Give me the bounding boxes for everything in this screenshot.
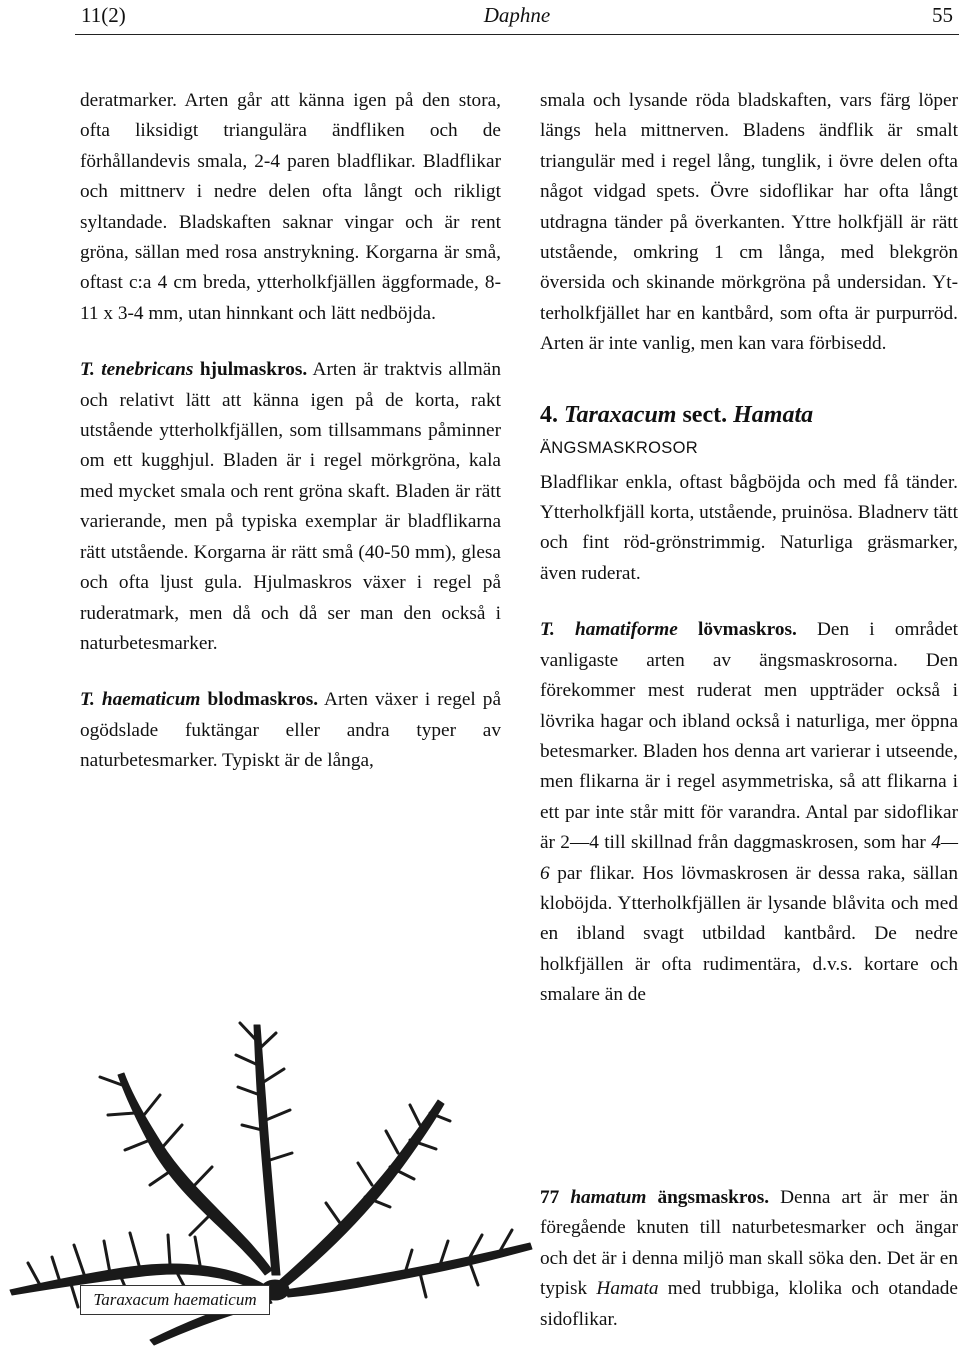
leaf-tooth	[130, 1233, 140, 1269]
leaf-tooth	[358, 1163, 372, 1185]
leaf-right-rising	[280, 1100, 444, 1287]
leaf-tooth	[270, 1153, 292, 1160]
paragraph-leaf-description: deratmarker. Arten går att känna igen på den stora, ofta liksidigt triangulära ändfliken och de förhållandevis smala, 2-4 paren bladflikar. Bladflikar och mittnerv i nedre delen ofta långt och rikligt syltandade. Bladskaften saknar vingar och är rent gröna, sällan med rosa anstrykning. Korgarna är små, oftast c:a 4 cm breda, ytterholkfjällen äggformade, 8-11 x 3-4 mm, utan hinnkant och lätt nedböjda.	[80, 90, 501, 324]
section-genus: Taraxacum	[564, 401, 677, 428]
species-heading-hamatiforme	[540, 619, 797, 640]
figure-caption: Taraxacum haematicum	[80, 1285, 270, 1315]
leaf-tooth	[140, 1095, 160, 1120]
paragraph-hamatiforme	[540, 615, 958, 1010]
page-number: 55	[932, 3, 953, 27]
leaf-tooth	[108, 1113, 135, 1115]
leaf-tooth	[74, 1245, 85, 1277]
section-sect: sect.	[682, 401, 728, 428]
leaf-tooth	[410, 1105, 420, 1125]
paragraph-hamatum	[540, 1183, 958, 1335]
leaf-tooth	[190, 1215, 210, 1235]
species-heading-tenebricans	[80, 359, 307, 380]
species-text-b: par flikar. Hos lövmaskrosen är dessa raka, sällan kloböjda. Ytterholkfjällen är lysande blåvita och med en ibland svagt utbildad kantbård. De nedre holkfjällen är ofta rudimentära, d.v.s. kortare och smalare än de	[540, 862, 958, 1006]
section-heading	[540, 400, 958, 430]
species-name: haematicum	[101, 689, 201, 711]
common-name: lövmaskros.	[698, 619, 797, 641]
italic-section-name: Hamata	[596, 1278, 659, 1300]
paragraph-haematicum	[80, 685, 501, 776]
species-number: 77	[540, 1187, 560, 1208]
species-text-a: Denna art är mer än föregående knuten till naturbetesmarker och ängar och det är i denna miljö man skall söka den. Det är en typisk	[540, 1187, 958, 1300]
leaf-tooth	[470, 1263, 478, 1285]
lobe-range: 4—6	[540, 832, 958, 884]
common-name: hjulmaskros.	[199, 359, 308, 381]
journal-title: Daphne	[483, 3, 551, 27]
left-column	[80, 86, 501, 777]
section-name: Hamata	[733, 401, 814, 428]
common-name: ängsmaskros.	[657, 1187, 770, 1208]
species-name: hamatiforme	[575, 619, 678, 641]
leaf-tooth	[326, 1203, 340, 1223]
leaf-tooth	[420, 1273, 426, 1297]
issue-number: 11(2)	[81, 3, 126, 27]
leaf-tooth	[168, 1235, 170, 1265]
right-column	[540, 86, 958, 1011]
species-heading-haematicum	[80, 689, 318, 710]
section-number: 4.	[540, 401, 558, 428]
leaf-tooth	[386, 1131, 398, 1153]
genus-abbrev: T.	[80, 689, 95, 711]
leaf-tooth	[195, 1237, 200, 1265]
right-column-lower	[540, 1183, 958, 1335]
leaf-tooth	[104, 1241, 110, 1273]
genus-abbrev: T.	[540, 619, 555, 641]
species-heading-hamatum	[540, 1187, 769, 1208]
page-header	[75, 0, 959, 35]
genus-abbrev: T.	[80, 359, 95, 381]
leaf-tooth	[262, 1069, 284, 1083]
leaf-tooth	[160, 1125, 182, 1150]
species-text: Arten växer i regel på ogödslade fuktängar eller andra typer av naturbetesmarker. Typiskt är de långa,	[80, 689, 501, 772]
common-name: blodmaskros.	[207, 689, 319, 711]
species-text-b: med trubbiga, klolika och otandade sidoflikar.	[540, 1278, 958, 1330]
species-name: tenebricans	[101, 359, 194, 381]
leaf-tooth	[470, 1235, 482, 1257]
section-subtitle: ÄNGSMASKROSOR	[540, 438, 698, 457]
leaf-tooth	[236, 1055, 258, 1065]
leaf-tooth	[52, 1257, 60, 1282]
leaf-tooth	[28, 1263, 40, 1285]
leaf-tooth	[125, 1140, 150, 1150]
paragraph-section-description: Bladflikar enkla, oftast bågböjda och med få tänder. Ytterholkfjäll korta, utstående, pruinösa. Bladnerv tätt och fint röd-grönstrimmig. Naturliga gräsmarker, även ruderat.	[540, 471, 958, 584]
species-name: hamatum	[570, 1187, 647, 1208]
leaf-tooth	[150, 1170, 172, 1185]
paragraph-haematicum-continued: smala och lysande röda bladskaften, vars färg löper längs hela mittnerven. Bladens ändflik är smalt triangulär med i regel lång, tunglik, i övre delen ofta något vidgad spets. Övre sidoflikar har ofta långt utdragna tänder på överkanten. Yttre holkfjäll är rätt utstående, omkring 1 cm långa, med blekgrön översida och skinande mörkgröna på undersidan. Ytterholkfjället har en kantbård, som ofta är purpurröd. Arten är inte vanlig, men kan vara förbisedd.	[540, 90, 958, 355]
paragraph-tenebricans	[80, 355, 501, 659]
species-text-a: Den i området vanligaste arten av ängsmaskrosorna. Den förekommer mest ruderat men uppträder också i lövrika hagar och ibland också i naturliga, mer öppna betesmarker. Bladen hos denna art varierar i utseende, men flikarna är i regel asymmetriska, så att flikarna i ett par inte står mitt för varandra. Antal par sidoflikar är 2—4 till skillnad från daggmaskrosen, som har	[540, 619, 958, 854]
species-text: Arten är traktvis allmän och relativt lätt att känna igen på de korta, rakt utstående ytterholkfjällen, som tillsammans påminner om ett kugghjul. Bladen är i regel mörkgröna, kala med mycket smala och rent gröna skaft. Bladen är rätt varierande, men på typiska exemplar är bladflikarna rätt utstående. Korgarna är rätt små (40-50 mm), glesa och ofta ljust gula. Hjulmaskros växer i regel på ruderatmark, men då och då ser man den också i naturbetesmarker.	[80, 359, 501, 654]
leaf-tooth	[190, 1167, 212, 1190]
leaf-center-tall	[254, 1025, 280, 1275]
leaf-tooth	[266, 1110, 290, 1120]
